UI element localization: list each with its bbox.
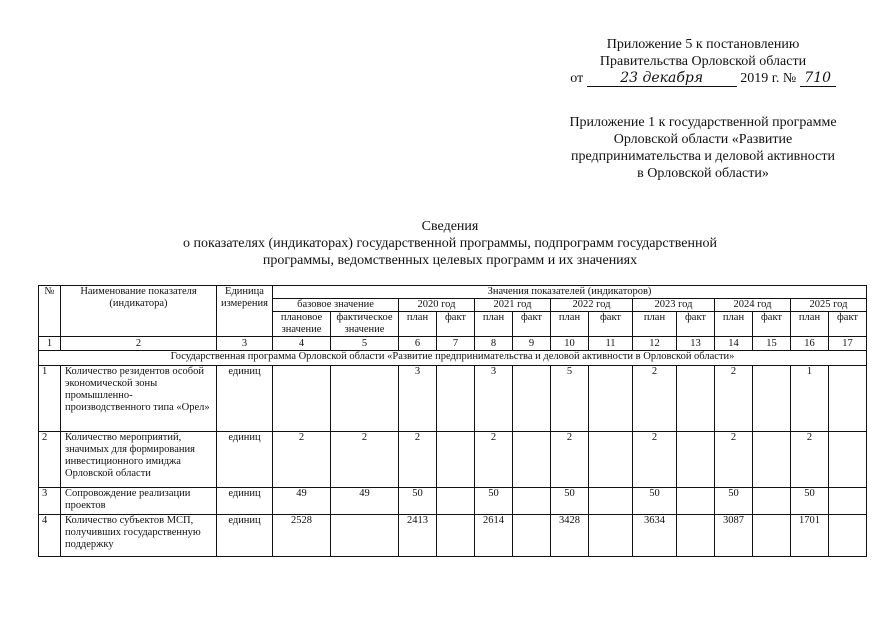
row-plan-value: 2413 [399, 515, 437, 557]
row-fact-value [437, 366, 475, 432]
header-year: 2023 год [633, 299, 715, 312]
row-plan-value: 2 [475, 432, 513, 488]
row-plan-value: 2 [633, 366, 677, 432]
header-number: № [39, 286, 61, 337]
appendix-5-line1: Приложение 5 к постановлению [606, 37, 800, 52]
row-fact-value [677, 432, 715, 488]
row-fact-value [589, 488, 633, 515]
row-plan-value: 5 [551, 366, 589, 432]
appendix-1-line: Орловской области «Развитие [613, 132, 793, 147]
header-year: 2024 год [715, 299, 791, 312]
row-plan-value: 2 [633, 432, 677, 488]
row-fact-value [513, 432, 551, 488]
header-fact: факт [437, 312, 475, 337]
year-text: 2019 г. № [740, 71, 797, 86]
appendix-5-date-line [538, 70, 868, 87]
column-number: 17 [829, 337, 867, 351]
row-indicator-name: Количество мероприятий, значимых для формирования инвестиционного имиджа Орловской области [61, 432, 217, 488]
heading-title: Сведения [421, 219, 479, 234]
row-plan-value: 3 [475, 366, 513, 432]
table-row [39, 432, 867, 488]
header-plan: план [475, 312, 513, 337]
column-number: 9 [513, 337, 551, 351]
row-fact-value [677, 488, 715, 515]
row-unit: единиц [217, 515, 273, 557]
header-unit: Единица измерения [217, 286, 273, 337]
row-indicator-name: Сопровождение реализации проектов [61, 488, 217, 515]
row-plan-value: 50 [551, 488, 589, 515]
row-plan-value: 2 [715, 432, 753, 488]
row-indicator-name: Количество резидентов особой экономической зоны промышленно-производственного типа «Орел» [61, 366, 217, 432]
document-heading [120, 218, 780, 269]
column-number: 2 [61, 337, 217, 351]
row-plan-value: 2 [791, 432, 829, 488]
row-plan-value: 3087 [715, 515, 753, 557]
appendix-5-header [538, 36, 868, 87]
date-prefix: от [570, 71, 584, 86]
row-indicator-name: Количество субъектов МСП, получивших государственную поддержку [61, 515, 217, 557]
heading-line: программы, ведомственных целевых программ и их значениях [262, 253, 638, 268]
row-plan-value: 3 [399, 366, 437, 432]
row-fact-value [437, 432, 475, 488]
row-fact-value [589, 432, 633, 488]
header-row [39, 286, 867, 299]
row-fact-value [677, 366, 715, 432]
row-fact-value [753, 366, 791, 432]
row-plan-value: 2 [551, 432, 589, 488]
row-fact-value [829, 432, 867, 488]
appendix-1-line: предпринимательства и деловой активности [571, 149, 835, 164]
row-fact-value [753, 488, 791, 515]
row-plan-value: 2 [399, 432, 437, 488]
header-plan: план [633, 312, 677, 337]
handwritten-number: 710 [800, 71, 836, 87]
header-values: Значения показателей (индикаторов) [273, 286, 867, 299]
table-row [39, 366, 867, 432]
row-fact-value [753, 432, 791, 488]
row-plan-value: 1701 [791, 515, 829, 557]
section-title: Государственная программа Орловской области «Развитие предпринимательства и деловой активности в Орловской области» [39, 351, 867, 366]
row-fact-value [437, 488, 475, 515]
column-number: 15 [753, 337, 791, 351]
column-number: 6 [399, 337, 437, 351]
row-plan-value: 3428 [551, 515, 589, 557]
column-number: 13 [677, 337, 715, 351]
row-fact-value [437, 515, 475, 557]
table-row [39, 515, 867, 557]
header-year: 2021 год [475, 299, 551, 312]
row-plan-value: 3634 [633, 515, 677, 557]
row-plan-value: 50 [715, 488, 753, 515]
header-fact: факт [589, 312, 633, 337]
row-plan-value: 1 [791, 366, 829, 432]
row-unit: единиц [217, 366, 273, 432]
row-fact-value [513, 515, 551, 557]
row-base-actual [331, 515, 399, 557]
column-number: 3 [217, 337, 273, 351]
column-number: 12 [633, 337, 677, 351]
row-base-actual: 2 [331, 432, 399, 488]
column-number: 1 [39, 337, 61, 351]
handwritten-date: 23 декабря [587, 71, 737, 87]
row-base-planned [273, 366, 331, 432]
row-unit: единиц [217, 432, 273, 488]
row-fact-value [753, 515, 791, 557]
column-number: 11 [589, 337, 633, 351]
row-base-actual: 49 [331, 488, 399, 515]
header-year: 2022 год [551, 299, 633, 312]
row-number: 2 [39, 432, 61, 488]
column-number: 16 [791, 337, 829, 351]
column-number: 14 [715, 337, 753, 351]
appendix-1-line: Приложение 1 к государственной программе [569, 115, 837, 130]
row-base-planned: 2528 [273, 515, 331, 557]
row-base-planned: 49 [273, 488, 331, 515]
column-number: 10 [551, 337, 589, 351]
column-number: 5 [331, 337, 399, 351]
row-plan-value: 50 [633, 488, 677, 515]
row-plan-value: 50 [475, 488, 513, 515]
column-number: 4 [273, 337, 331, 351]
header-plan: план [399, 312, 437, 337]
header-fact: факт [753, 312, 791, 337]
appendix-1-header [528, 114, 878, 182]
header-fact: факт [513, 312, 551, 337]
row-number: 4 [39, 515, 61, 557]
indicators-table [38, 285, 867, 557]
header-year: 2020 год [399, 299, 475, 312]
row-fact-value [829, 515, 867, 557]
section-row [39, 351, 867, 366]
row-plan-value: 2 [715, 366, 753, 432]
row-fact-value [513, 488, 551, 515]
row-fact-value [829, 366, 867, 432]
header-plan: план [791, 312, 829, 337]
row-plan-value: 50 [399, 488, 437, 515]
row-base-planned: 2 [273, 432, 331, 488]
heading-line: о показателях (индикаторах) государственной программы, подпрограмм государственной [183, 236, 717, 251]
appendix-5-line2: Правительства Орловской области [599, 54, 807, 69]
header-plan: план [551, 312, 589, 337]
column-number: 7 [437, 337, 475, 351]
row-fact-value [677, 515, 715, 557]
header-actual-value: фактическое значение [331, 312, 399, 337]
row-fact-value [829, 488, 867, 515]
row-unit: единиц [217, 488, 273, 515]
column-number: 8 [475, 337, 513, 351]
header-year: 2025 год [791, 299, 867, 312]
header-planned-value: плановое значение [273, 312, 331, 337]
header-fact: факт [829, 312, 867, 337]
header-indicator-name: Наименование показателя (индикатора) [61, 286, 217, 337]
row-number: 3 [39, 488, 61, 515]
row-fact-value [513, 366, 551, 432]
row-fact-value [589, 366, 633, 432]
header-fact: факт [677, 312, 715, 337]
header-plan: план [715, 312, 753, 337]
row-plan-value: 2614 [475, 515, 513, 557]
table-row [39, 488, 867, 515]
row-fact-value [589, 515, 633, 557]
appendix-1-line: в Орловской области» [637, 166, 769, 181]
row-plan-value: 50 [791, 488, 829, 515]
row-base-actual [331, 366, 399, 432]
row-number: 1 [39, 366, 61, 432]
column-number-row [39, 337, 867, 351]
header-base-value: базовое значение [273, 299, 399, 312]
